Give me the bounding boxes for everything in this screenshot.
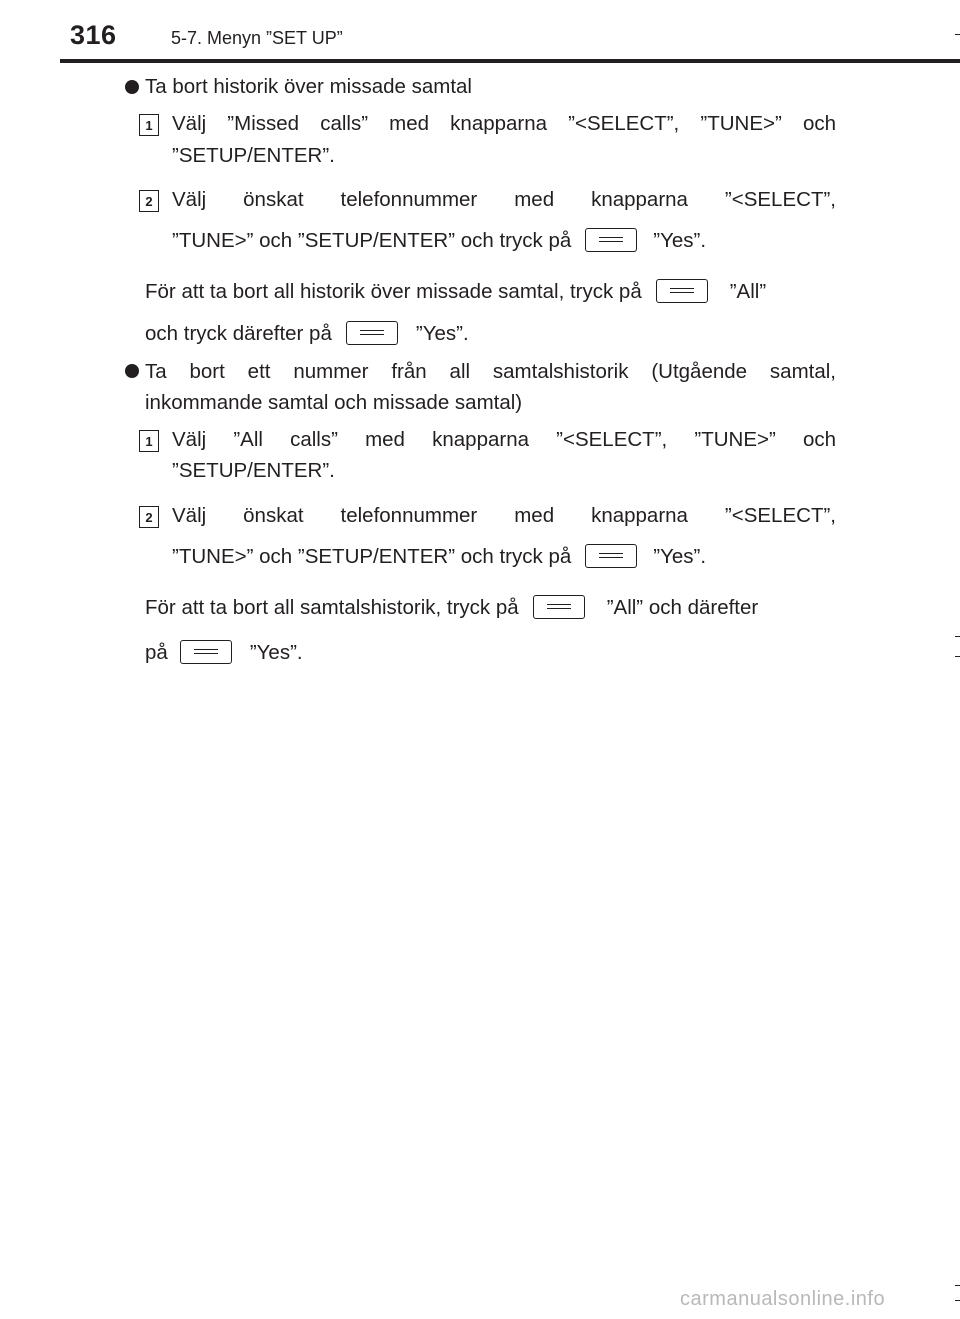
step-text: Välj önskat telefonnummer med knapparna ”<SELECT”, <box>172 504 836 527</box>
step-text: ”Yes”. <box>653 229 707 252</box>
step-text: ”TUNE>” och ”SETUP/ENTER” och tryck på <box>172 545 572 568</box>
page-number: 316 <box>70 20 117 50</box>
hardware-button-icon <box>585 228 637 252</box>
hardware-button-icon <box>346 321 398 345</box>
note-text-line <box>145 280 766 305</box>
step-text-line <box>172 229 706 254</box>
trim-mark <box>955 636 960 637</box>
bullet-dot-icon <box>125 364 139 378</box>
trim-mark <box>955 1300 960 1301</box>
note-text: ”Yes”. <box>415 322 469 345</box>
note-text-line <box>145 322 469 347</box>
note-text-line <box>145 596 758 621</box>
step-number-badge: 1 <box>139 114 159 136</box>
step-text: ”Yes”. <box>653 545 707 568</box>
watermark: carmanualsonline.info <box>680 1288 886 1310</box>
note-text: och tryck därefter på <box>145 322 332 345</box>
hardware-button-icon <box>533 595 585 619</box>
step-number-badge: 1 <box>139 430 159 452</box>
step-text: ”SETUP/ENTER”. <box>172 459 335 482</box>
page-header <box>0 0 960 66</box>
note-text-line <box>145 641 303 666</box>
hardware-button-icon <box>585 544 637 568</box>
note-text: ”Yes”. <box>249 641 303 664</box>
section-title: 5-7. Menyn ”SET UP” <box>171 28 343 48</box>
note-text: ”All” och därefter <box>606 596 759 619</box>
note-text: på <box>145 641 168 664</box>
note-text: För att ta bort all samtalshistorik, tryck på <box>145 596 519 619</box>
bullet-dot-icon <box>125 80 139 94</box>
trim-mark <box>955 656 960 657</box>
hardware-button-icon <box>656 279 708 303</box>
note-text: ”All” <box>729 280 767 303</box>
step-text: ”TUNE>” och ”SETUP/ENTER” och tryck på <box>172 229 572 252</box>
step-text: Välj ”Missed calls” med knapparna ”<SELECT”, ”TUNE>” och <box>172 112 836 135</box>
trim-mark <box>955 1285 960 1286</box>
trim-mark <box>955 34 960 35</box>
step-text: Välj önskat telefonnummer med knapparna ”<SELECT”, <box>172 188 836 211</box>
bullet-heading: Ta bort ett nummer från all samtalshistorik (Utgående samtal, <box>145 360 836 383</box>
header-rule <box>60 59 960 63</box>
step-number-badge: 2 <box>139 190 159 212</box>
step-text: ”SETUP/ENTER”. <box>172 144 335 167</box>
step-number-badge: 2 <box>139 506 159 528</box>
bullet-heading: inkommande samtal och missade samtal) <box>145 391 523 414</box>
bullet-heading: Ta bort historik över missade samtal <box>145 75 472 98</box>
hardware-button-icon <box>180 640 232 664</box>
step-text-line <box>172 545 706 570</box>
step-text: Välj ”All calls” med knapparna ”<SELECT”, ”TUNE>” och <box>172 428 836 451</box>
note-text: För att ta bort all historik över missade samtal, tryck på <box>145 280 642 303</box>
